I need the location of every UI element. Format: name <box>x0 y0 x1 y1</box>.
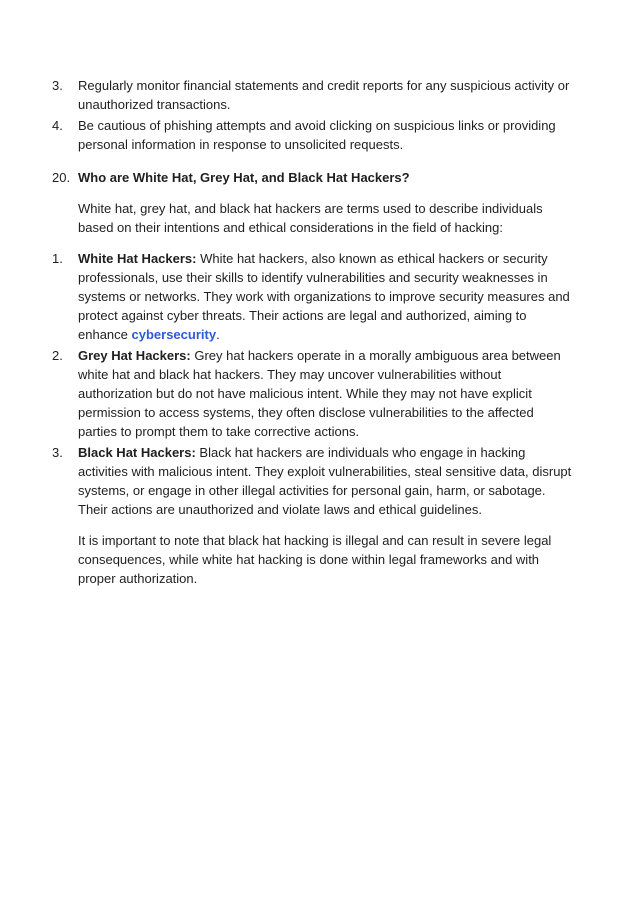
term-description: White hat hackers, also known as ethical hackers or security professionals, use their skills to identify vulnerabilities and security weaknesses in systems or networks. They work with organizations to improve security measures and protect against cyber threats. Their actions are legal and authorized, aiming to enhance <box>78 251 570 342</box>
list-item-white-hat <box>52 249 572 344</box>
question-heading <box>52 168 572 187</box>
term-description: Grey hat hackers operate in a morally ambiguous area between white hat and black hat hackers. They may uncover vulnerabilities without authorization but do not have malicious intent. While they may not have explicit permission to access systems, they often disclose vulnerabilities to the affected parties to prompt them to take corrective actions. <box>78 348 561 439</box>
cybersecurity-link[interactable]: cybersecurity <box>131 327 217 342</box>
list-text <box>78 443 572 519</box>
term-description: Black hat hackers are individuals who engage in hacking activities with malicious intent. They exploit vulnerabilities, steal sensitive data, disrupt systems, or engage in other illegal activities for personal gain, harm, or sabotage. Their actions are unauthorized and violate laws and ethical guidelines. <box>78 445 572 517</box>
list-item-black-hat <box>52 443 572 519</box>
list-item <box>52 116 572 154</box>
list-item <box>52 76 572 114</box>
term-label: Black Hat Hackers: <box>78 445 196 460</box>
term-label: White Hat Hackers: <box>78 251 197 266</box>
term-label: Grey Hat Hackers: <box>78 348 191 363</box>
term-end: . <box>216 327 220 342</box>
list-number: 1. <box>52 251 63 266</box>
list-text: Be cautious of phishing attempts and avoid clicking on suspicious links or providing personal information in response to unsolicited requests. <box>78 118 556 152</box>
list-number: 3. <box>52 78 63 93</box>
list-text <box>78 249 572 344</box>
question-number: 20. <box>52 170 71 185</box>
list-number: 4. <box>52 118 63 133</box>
question-title: Who are White Hat, Grey Hat, and Black Hat Hackers? <box>78 170 410 185</box>
list-text: Regularly monitor financial statements and credit reports for any suspicious activity or unauthorized transactions. <box>78 78 570 112</box>
intro-paragraph: White hat, grey hat, and black hat hackers are terms used to describe individuals based on their intentions and ethical considerations in the field of hacking: <box>78 201 543 235</box>
list-number: 3. <box>52 445 63 460</box>
list-number: 2. <box>52 348 63 363</box>
list-text <box>78 346 572 441</box>
document-content <box>52 76 572 588</box>
list-item-grey-hat <box>52 346 572 441</box>
conclusion-paragraph: It is important to note that black hat hacking is illegal and can result in severe legal consequences, while white hat hacking is done within legal frameworks and with proper authorization. <box>78 533 552 586</box>
